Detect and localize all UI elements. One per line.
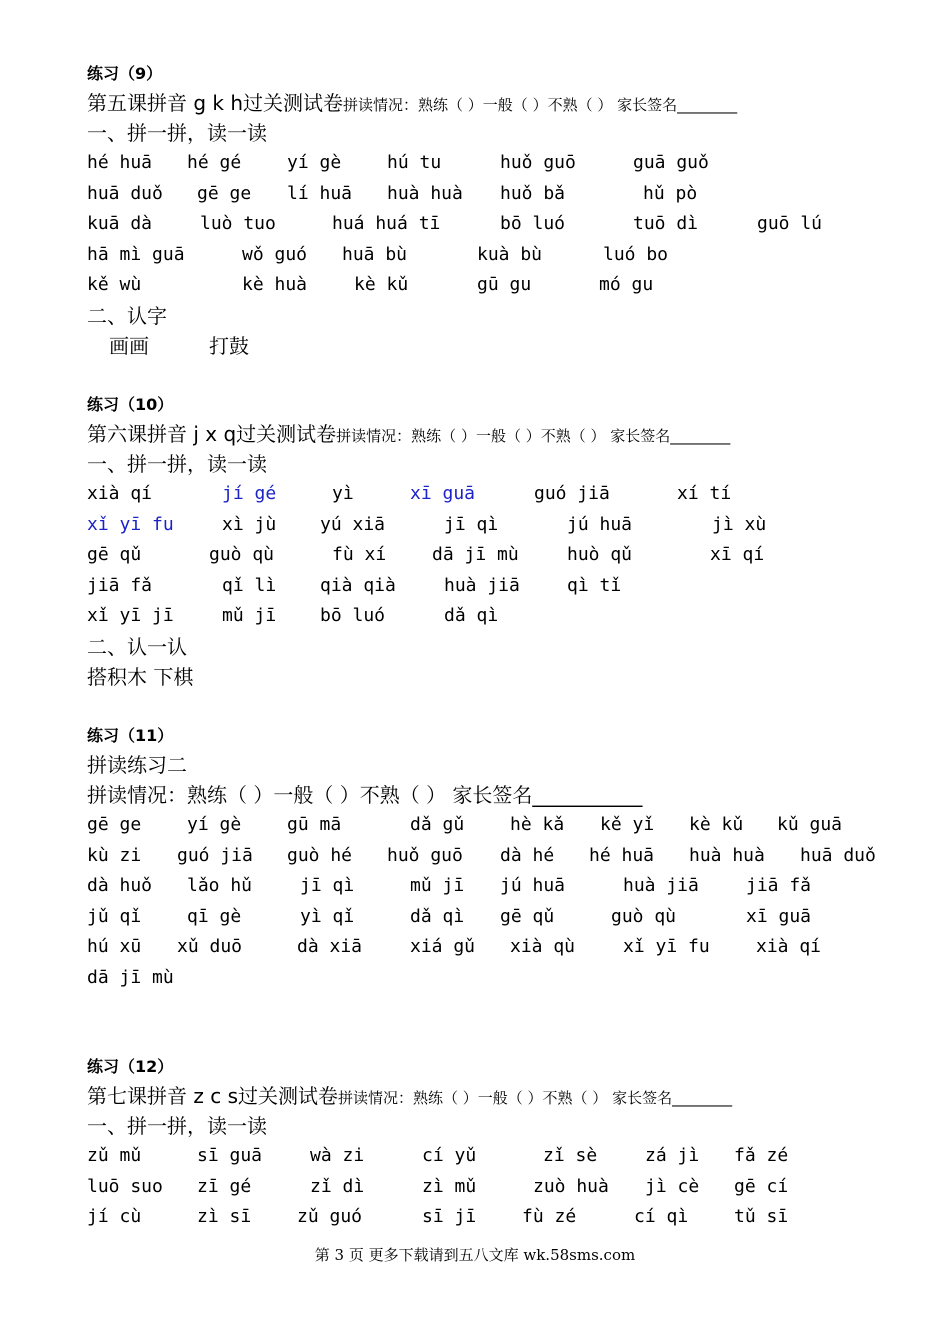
pinyin-row: [87, 932, 917, 963]
pinyin-word: jí gé: [222, 483, 277, 504]
pinyin-word: luó bo: [603, 243, 669, 265]
section-heading: 二、认一认: [87, 634, 187, 659]
pinyin-word: sī guā: [197, 1145, 263, 1166]
pinyin-word: fù zé: [522, 1206, 577, 1227]
pinyin-word: huò qǔ: [567, 544, 633, 565]
pinyin-word: xiá gǔ: [410, 936, 476, 957]
pinyin-row: [87, 601, 917, 632]
pinyin-word: huǒ bǎ: [500, 182, 566, 204]
pinyin-row: [87, 1141, 917, 1172]
lesson-title: 第六课拼音 j x q过关测试卷: [87, 422, 337, 446]
pinyin-word: xià qù: [510, 936, 576, 957]
pinyin-word: dā jī mù: [432, 544, 519, 565]
pinyin-word: mó gu: [599, 274, 654, 295]
exercise-title: 练习（12）: [87, 1057, 174, 1076]
pinyin-word: hé gé: [187, 152, 242, 173]
character-row: [87, 331, 917, 362]
pinyin-grid: [87, 148, 917, 301]
pinyin-word: huā bù: [342, 243, 408, 265]
pinyin-word: fǎ zé: [734, 1145, 789, 1166]
character-word: 打鼓: [209, 333, 249, 358]
pinyin-word: xià qí: [87, 483, 153, 504]
pinyin-word: xī guā: [746, 905, 812, 927]
pinyin-word: mǔ jī: [410, 875, 465, 896]
pinyin-word: huā duǒ: [800, 844, 876, 866]
reading-status: 拼读情况：熟练（ ）一般（ ）不熟（ ） 家长签名________: [343, 96, 738, 114]
pinyin-word: jiā fǎ: [746, 875, 812, 896]
pinyin-word: kě yǐ: [600, 814, 655, 835]
exercise-subtitle: 拼读练习二: [87, 753, 187, 777]
pinyin-word: gē qǔ: [87, 544, 142, 565]
pinyin-word: gē qǔ: [500, 905, 555, 927]
pinyin-word: zuò huà: [533, 1175, 609, 1197]
pinyin-row: [87, 902, 917, 933]
pinyin-word: hé huā: [589, 844, 655, 866]
pinyin-word: zī gé: [197, 1175, 252, 1197]
pinyin-row: [87, 841, 917, 872]
pinyin-word: dà hé: [500, 844, 555, 866]
pinyin-word: dǎ qì: [410, 905, 465, 927]
pinyin-word: huá huá tī: [332, 213, 441, 234]
pinyin-grid: [87, 479, 917, 632]
pinyin-word: huà huà: [387, 182, 463, 204]
pinyin-word: cí yǔ: [422, 1145, 477, 1166]
pinyin-word: yí gè: [187, 814, 242, 835]
pinyin-word: dǎ qì: [444, 605, 499, 626]
pinyin-row: [87, 810, 917, 841]
pinyin-word: bō luó: [320, 605, 386, 626]
pinyin-word: hú xū: [87, 936, 142, 957]
pinyin-word: bō luó: [500, 213, 566, 234]
pinyin-word: zǐ dì: [310, 1175, 365, 1197]
pinyin-word: yì qǐ: [300, 905, 355, 927]
pinyin-word: huà jiā: [444, 574, 520, 596]
pinyin-row: [87, 963, 917, 994]
character-row: [87, 662, 917, 693]
pinyin-word: dā jī mù: [87, 966, 174, 988]
pinyin-word: gū gu: [477, 274, 532, 295]
pinyin-word: zì mǔ: [422, 1175, 477, 1197]
pinyin-word: cí qì: [634, 1206, 689, 1227]
pinyin-word: dà huǒ: [87, 875, 153, 896]
pinyin-word: jú huā: [500, 875, 566, 896]
pinyin-word: jī qì: [444, 513, 499, 535]
pinyin-word: gē ge: [87, 814, 142, 835]
pinyin-row: [87, 571, 917, 602]
pinyin-word: dǎ gǔ: [410, 814, 465, 835]
pinyin-row: [87, 209, 917, 240]
reading-status: 拼读情况：熟练（ ）一般（ ）不熟（ ） 家长签名________: [338, 1089, 733, 1107]
pinyin-row: [87, 240, 917, 271]
pinyin-word: guò hé: [287, 844, 353, 866]
reading-status: 拼读情况：熟练（ ）一般（ ）不熟（ ） 家长签名___________: [87, 783, 643, 807]
pinyin-word: jú huā: [567, 513, 633, 535]
pinyin-word: zǔ mǔ: [87, 1145, 142, 1166]
pinyin-word: jì cè: [645, 1175, 700, 1197]
pinyin-row: [87, 148, 917, 179]
pinyin-word: kè huà: [242, 274, 308, 295]
pinyin-word: qià qià: [320, 574, 396, 596]
pinyin-word: huā duǒ: [87, 182, 163, 204]
pinyin-word: guó jiā: [534, 483, 610, 504]
pinyin-word: sī jī: [422, 1206, 477, 1227]
pinyin-word: zǐ sè: [543, 1145, 598, 1166]
pinyin-word: qì tǐ: [567, 574, 622, 596]
pinyin-row: [87, 479, 917, 510]
pinyin-row: [87, 540, 917, 571]
pinyin-word: lí huā: [287, 182, 353, 204]
pinyin-word: huǒ guō: [387, 844, 463, 866]
pinyin-word: luō suo: [87, 1175, 163, 1197]
pinyin-word: jì xù: [712, 513, 767, 535]
pinyin-word: lǎo hǔ: [187, 875, 253, 896]
pinyin-word: kǔ guā: [777, 814, 843, 835]
pinyin-word: gē ge: [197, 182, 252, 204]
pinyin-word: jī qì: [300, 875, 355, 896]
pinyin-word: xǐ yī fu: [623, 936, 710, 957]
pinyin-word: hā mì guā: [87, 243, 185, 265]
pinyin-word: yì: [332, 483, 354, 504]
pinyin-word: yú xiā: [320, 513, 386, 535]
pinyin-word: xī guā: [410, 483, 476, 504]
page-footer: 第 3 页 更多下载请到五八文库 wk.58sms.com: [314, 1246, 636, 1264]
character-word: 搭积木 下棋: [87, 664, 194, 689]
section-heading: 二、认字: [87, 303, 167, 328]
reading-status: 拼读情况：熟练（ ）一般（ ）不熟（ ） 家长签名________: [336, 427, 731, 445]
pinyin-word: dà xiā: [297, 936, 363, 957]
pinyin-word: luò tuo: [200, 213, 276, 234]
pinyin-grid: [87, 1141, 917, 1233]
pinyin-word: kè kǔ: [689, 814, 744, 835]
pinyin-word: yí gè: [287, 152, 342, 173]
exercise-12: [87, 1053, 917, 1233]
pinyin-word: xì jù: [222, 513, 277, 535]
lesson-title: 第五课拼音 g k h过关测试卷: [87, 91, 344, 115]
lesson-heading: [87, 1081, 917, 1111]
pinyin-word: guó jiā: [177, 844, 253, 866]
character-word: 画画: [109, 333, 149, 358]
lesson-heading: [87, 88, 917, 118]
pinyin-row: [87, 1172, 917, 1203]
pinyin-word: xī qí: [710, 544, 765, 565]
pinyin-word: xǐ yī fu: [87, 513, 174, 535]
exercise-9: [87, 60, 917, 362]
pinyin-word: tǔ sī: [734, 1206, 789, 1227]
pinyin-word: hǔ pò: [643, 182, 698, 204]
pinyin-word: kù zi: [87, 844, 142, 866]
pinyin-word: kè kǔ: [354, 274, 409, 295]
pinyin-word: guò qù: [209, 544, 275, 565]
section-heading: 一、拼一拼，读一读: [87, 121, 267, 145]
pinyin-row: [87, 179, 917, 210]
pinyin-word: wà zi: [310, 1145, 365, 1166]
pinyin-word: huǒ guō: [500, 152, 576, 173]
pinyin-word: guā guǒ: [633, 152, 709, 173]
pinyin-row: [87, 1202, 917, 1233]
pinyin-word: jǔ qǐ: [87, 905, 142, 927]
pinyin-row: [87, 270, 917, 301]
pinyin-word: jiā fǎ: [87, 574, 153, 596]
exercise-10: [87, 391, 917, 693]
pinyin-row: [87, 510, 917, 541]
pinyin-word: zǔ guó: [297, 1206, 363, 1227]
pinyin-word: tuō dì: [633, 213, 699, 234]
pinyin-word: wǒ guó: [242, 243, 308, 265]
pinyin-word: gū mā: [287, 814, 342, 835]
lesson-heading: [87, 419, 917, 449]
pinyin-word: zá jì: [645, 1145, 700, 1166]
exercise-11: [87, 722, 917, 993]
pinyin-row: [87, 871, 917, 902]
pinyin-word: xí tí: [677, 483, 732, 504]
pinyin-word: qī gè: [187, 905, 242, 927]
lesson-title: 第七课拼音 z c s过关测试卷: [87, 1084, 338, 1108]
section-heading: 一、拼一拼，读一读: [87, 452, 267, 476]
section-heading: 一、拼一拼，读一读: [87, 1114, 267, 1138]
pinyin-word: kuā dà: [87, 213, 153, 234]
pinyin-word: xià qí: [756, 936, 822, 957]
pinyin-word: mǔ jī: [222, 605, 277, 626]
pinyin-grid: [87, 810, 917, 993]
pinyin-word: jí cù: [87, 1206, 142, 1227]
pinyin-word: xǐ yī jī: [87, 605, 174, 626]
pinyin-word: guò qù: [611, 905, 677, 927]
pinyin-word: zì sī: [197, 1206, 252, 1227]
pinyin-word: xǔ duō: [177, 936, 243, 957]
pinyin-word: qǐ lì: [222, 574, 277, 596]
pinyin-word: gē cí: [734, 1175, 789, 1197]
pinyin-word: hè kǎ: [510, 814, 565, 835]
pinyin-word: hé huā: [87, 152, 153, 173]
pinyin-word: guō lú: [757, 213, 823, 234]
exercise-title: 练习（11）: [87, 726, 174, 745]
exercise-title: 练习（9）: [87, 64, 163, 83]
pinyin-word: hú tu: [387, 152, 442, 173]
pinyin-word: huà jiā: [623, 875, 699, 896]
pinyin-word: kuà bù: [477, 243, 543, 265]
pinyin-word: fù xí: [332, 544, 387, 565]
pinyin-word: huà huà: [689, 844, 765, 866]
pinyin-word: kě wù: [87, 274, 142, 295]
exercise-title: 练习（10）: [87, 395, 174, 414]
